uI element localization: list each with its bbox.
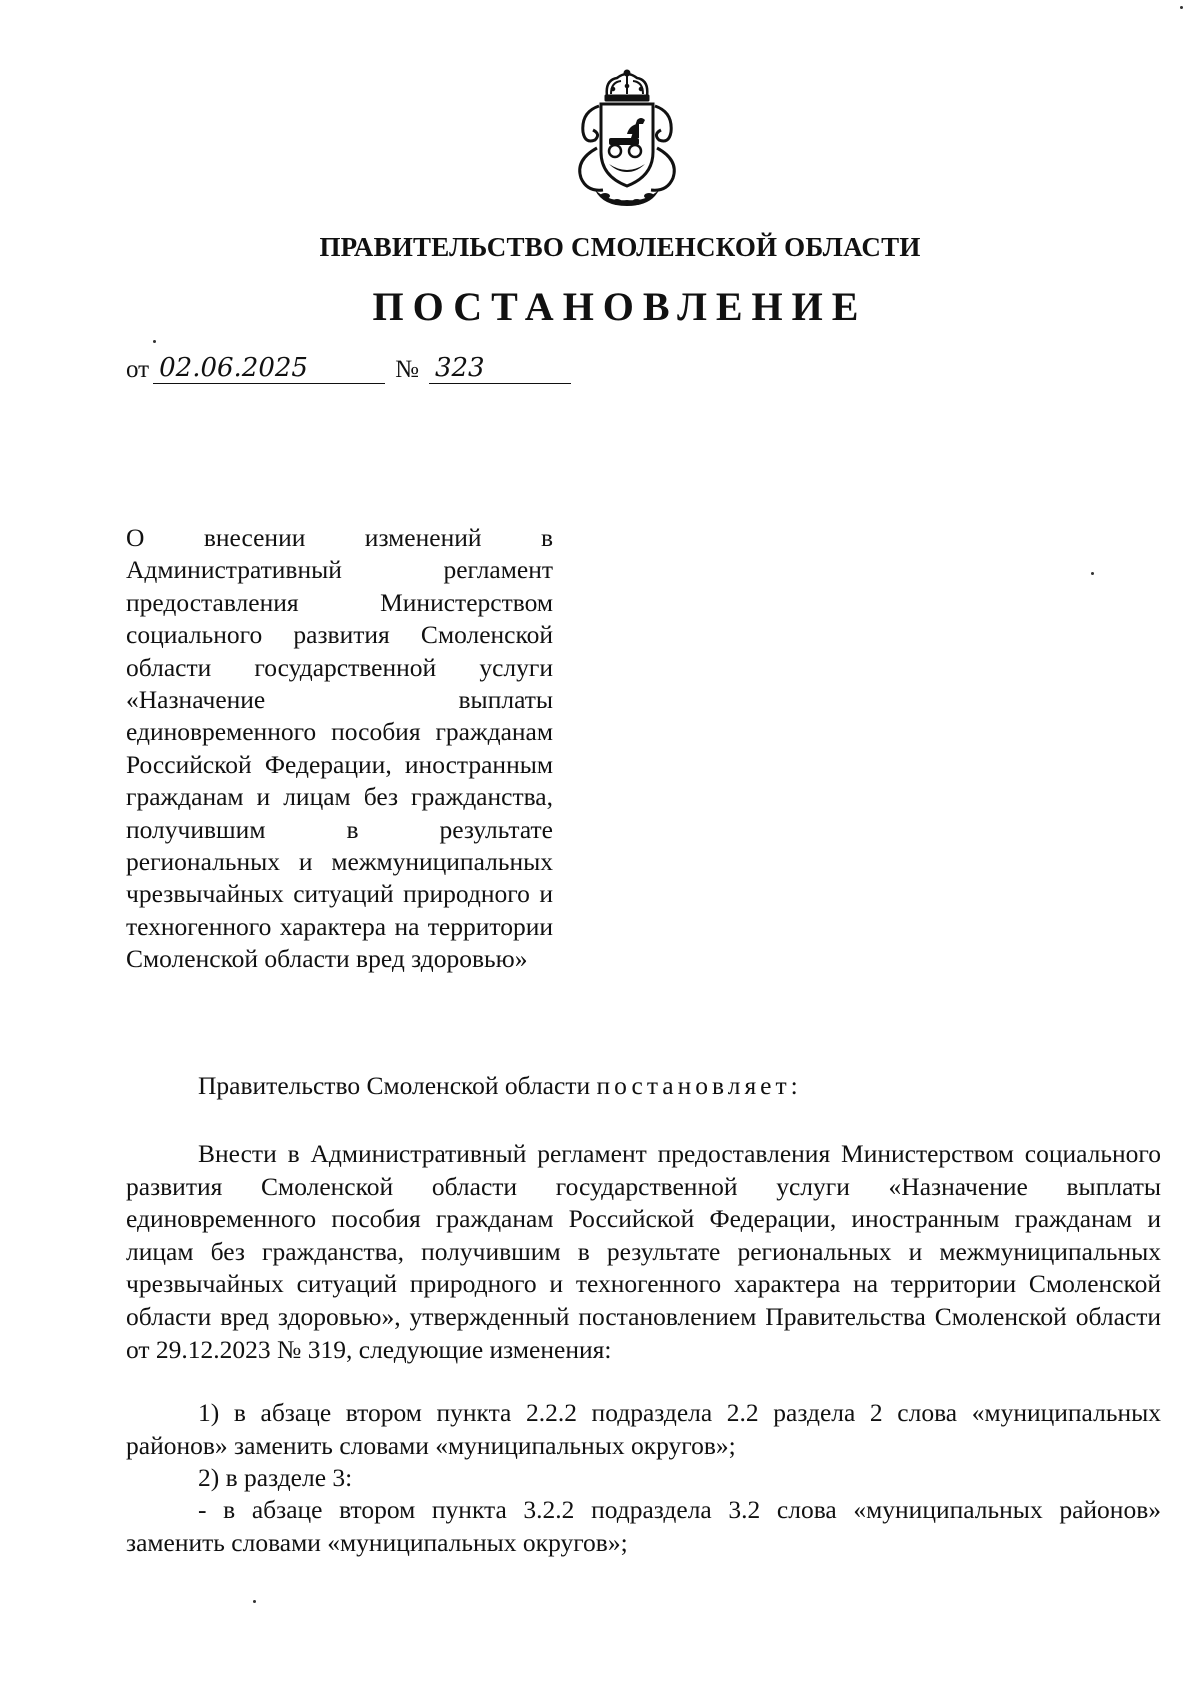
number-label: №: [395, 356, 419, 383]
enacting-clause-prefix: Правительство Смоленской области: [198, 1071, 597, 1100]
document-type-title: ПОСТАНОВЛЕНИЕ: [372, 284, 868, 329]
amendment-item-2-sub: - в абзаце втором пункта 3.2.2 подраздела 3.2 слова «муниципальных районов» заменить словами «муниципальных округов»;: [126, 1495, 1161, 1557]
handwritten-number: 323: [429, 353, 571, 384]
handwritten-date: 02.06.2025: [153, 353, 385, 384]
document-subject: О внесении изменений в Административный регламент предоставления Министерством социального развития Смоленской области государственной услуги «Назначение выплаты единовременного пособия гражданам Российской Федерации, иностранным гражданам и лицам без гражданства, получившим в результате региональных и межмуниципальных чрезвычайных ситуаций природного и техногенного характера на территории Смоленской области вред здоровью»: [126, 523, 553, 974]
scan-speck: [253, 1600, 256, 1603]
coat-of-arms-emblem: [565, 68, 689, 208]
scan-speck: [153, 340, 156, 343]
crown-icon: [605, 70, 649, 101]
registration-line: [126, 348, 571, 384]
scan-speck: [1180, 6, 1183, 9]
wreath-icon: [595, 190, 659, 206]
enacting-clause-verb: постановляет:: [596, 1071, 802, 1100]
scan-speck: [1091, 572, 1094, 575]
amendment-item-1: 1) в абзаце втором пункта 2.2.2 подраздела 2.2 раздела 2 слова «муниципальных районов» заменить словами «муниципальных округов»;: [126, 1398, 1161, 1460]
enacting-clause: [126, 1070, 1161, 1103]
organization-name: ПРАВИТЕЛЬСТВО СМОЛЕНСКОЙ ОБЛАСТИ: [319, 232, 921, 262]
main-paragraph: Внести в Административный регламент предоставления Министерством социального развития Смоленской области государственной услуги «Назначение выплаты единовременного пособия гражданам Российской Федерации, иностранным гражданам и лицам без гражданства, получившим в результате региональных и межмуниципальных чрезвычайных ситуаций природного и техногенного характера на территории Смоленской области вред здоровью», утвержденный постановлением Правительства Смоленской области от 29.12.2023 № 319, следующие изменения:: [126, 1139, 1161, 1364]
amendment-item-2: 2) в разделе 3:: [198, 1463, 353, 1492]
date-label: от: [126, 356, 150, 383]
